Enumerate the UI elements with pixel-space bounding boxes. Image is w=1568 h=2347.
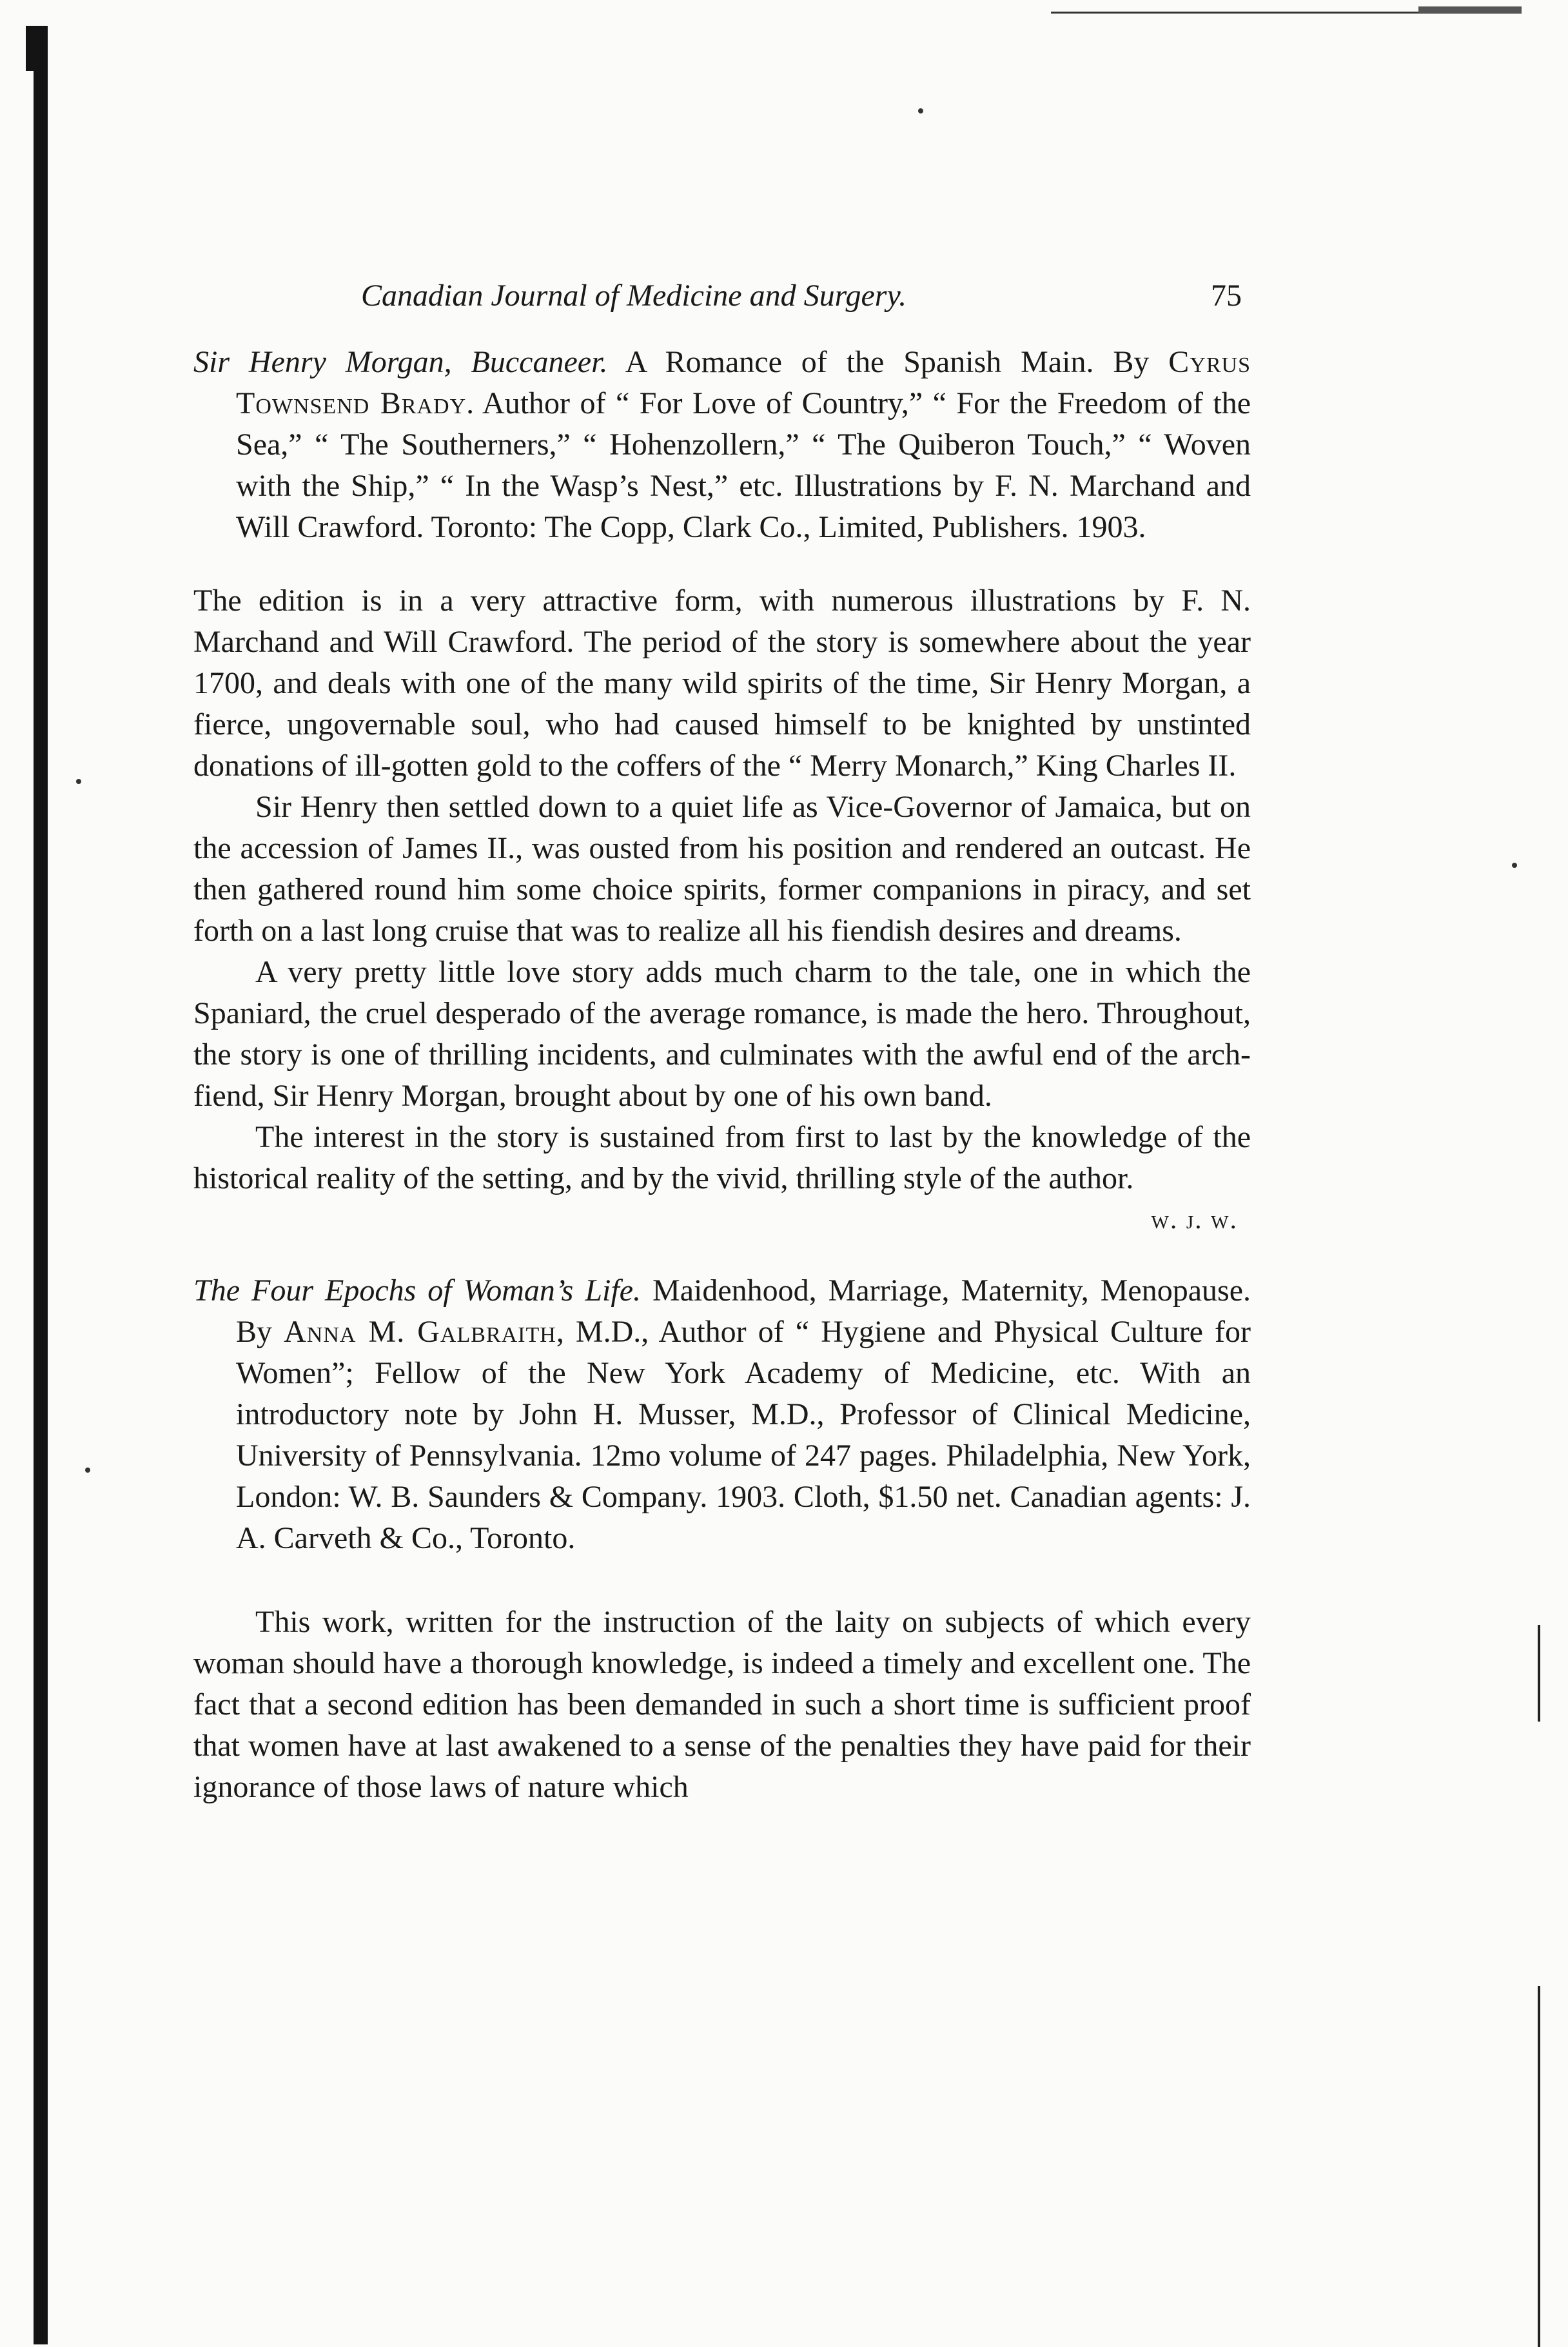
scan-top-mark: [1418, 6, 1522, 13]
heading-text: A Romance of the Spanish Main. By: [607, 344, 1169, 379]
review-four-epochs: [193, 1270, 1251, 1808]
scan-speck: [1512, 863, 1517, 868]
scan-binding-notch: [26, 26, 44, 71]
heading-text: , M.D., Author of “ Hygiene and Physical Culture for Women”; Fellow of the New York Academy of Medicine, etc. With an introductory note by John H. Musser, M.D., Professor of Clinical Medicine, University of Pennsylvania. 12mo volume of 247 pages. Philadelphia, New York, London: W. B. Saunders & Company. 1903. Cloth, $1.50 net. Canadian agents: J. A. Carveth & Co., Toronto.: [236, 1314, 1251, 1555]
review-paragraph: Sir Henry then settled down to a quiet life as Vice-Governor of Jamaica, but on the accession of James II., was ousted from his position and rendered an outcast. He then gathered round him some choice spirits, former companions in piracy, and set forth on a last long cruise that was to realize all his fiendish desires and dreams.: [193, 789, 1251, 948]
review-paragraph: A very pretty little love story adds much charm to the tale, one in which the Spaniard, the cruel desperado of the average romance, is made the hero. Throughout, the story is one of thrilling incidents, and culminates with the awful end of the arch-fiend, Sir Henry Morgan, brought about by one of his own band.: [193, 954, 1251, 1113]
scan-binding-edge: [34, 26, 48, 2344]
book-title: Sir Henry Morgan, Buccaneer.: [193, 344, 608, 379]
scan-speck: [85, 1468, 90, 1473]
review-heading: [193, 1270, 1251, 1559]
book-author: Cyrus Townsend Brady: [236, 344, 1251, 420]
review-paragraph: This work, written for the instruction of the laity on subjects of which every woman should have a thorough knowledge, is indeed a timely and excellent one. The fact that a second edition has been demanded in such a short time is sufficient proof that women have at last awakened to a sense of the penalties they have paid for their ignorance of those laws of nature which: [193, 1604, 1251, 1804]
review-paragraph: The edition is in a very attractive form, with numerous illustrations by F. N. Marchand and Will Crawford. The period of the story is somewhere about the year 1700, and deals with one of the many wild spirits of the time, Sir Henry Morgan, a fierce, ungovernable soul, who had caused himself to be knighted by unstinted donations of ill-gotten gold to the coffers of the “ Merry Monarch,” King Charles II.: [193, 583, 1251, 783]
scan-right-mark: [1538, 1625, 1540, 1722]
book-title: The Four Epochs of Woman’s Life.: [193, 1273, 642, 1308]
heading-text: Maidenhood, Marriage, Maternity, Menopause. By: [236, 1273, 1251, 1349]
heading-text: . Author of “ For Love of Country,” “ For the Freedom of the Sea,” “ The Southerners,” “ Hohenzollern,” “ The Quiberon Touch,” “ Woven with the Ship,” “ In the Wasp’s Nest,” etc. Illustrations by F. N. Marchand and Will Crawford. Toronto: The Copp, Clark Co., Limited, Publishers. 1903.: [236, 386, 1251, 544]
journal-page: [193, 277, 1251, 1808]
review-heading: [193, 342, 1251, 548]
scan-right-mark: [1538, 1986, 1540, 2347]
page-number: 75: [1211, 279, 1242, 313]
scan-speck: [76, 779, 81, 784]
review-sir-henry-morgan: [193, 342, 1251, 1235]
journal-title: Canadian Journal of Medicine and Surgery.: [361, 279, 907, 313]
scan-speck: [918, 108, 923, 113]
book-author: Anna M. Galbraith: [284, 1314, 556, 1349]
reviewer-signature: w. j. w.: [1151, 1204, 1238, 1235]
review-paragraph-text: The interest in the story is sustained from first to last by the knowledge of the historical reality of the setting, and by the vivid, thrilling style of the author.: [193, 1119, 1251, 1195]
review-paragraph: [193, 1117, 1251, 1235]
running-head: [361, 277, 1251, 315]
